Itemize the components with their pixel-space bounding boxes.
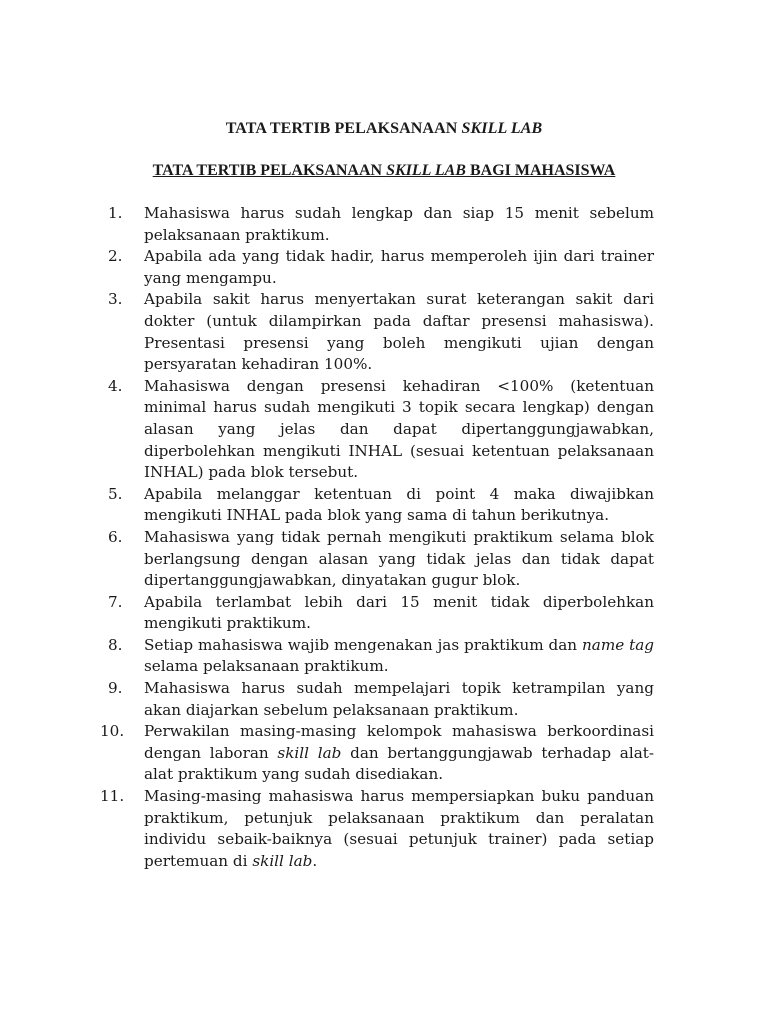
rule-text-italic: name tag: [581, 635, 654, 654]
rule-text-part: Masing-masing mahasiswa harus mempersiapkan buku panduan praktikum, petunjuk pelaksanaan praktikum dan peralatan individu sebaik-baiknya (sesuai petunjuk trainer) pada setiap pertemuan di: [144, 787, 654, 870]
rule-text-italic: skill lab: [252, 851, 313, 870]
rule-text: [144, 527, 654, 592]
title-italic-text: SKILL LAB: [461, 120, 543, 137]
rule-text-part: Perwakilan masing-masing kelompok mahasiswa berkoordinasi dengan laboran: [144, 722, 654, 762]
rule-text: [144, 289, 654, 375]
rule-number: 11.: [100, 787, 125, 806]
rule-text-part: Setiap mahasiswa wajib mengenakan jas praktikum dan: [144, 635, 582, 654]
rule-number: 9.: [108, 679, 123, 698]
rule-text: [144, 786, 654, 872]
rule-text-italic: skill lab: [277, 743, 342, 762]
rule-item: [0, 678, 654, 721]
rule-item: [0, 289, 654, 375]
rule-text: [144, 484, 654, 527]
rule-number: 2.: [108, 247, 123, 266]
rule-item: [0, 246, 654, 289]
rule-text: [144, 635, 654, 678]
rule-item: [0, 203, 654, 246]
rule-item: [0, 484, 654, 527]
rule-item: [0, 721, 654, 786]
rule-number: 6.: [108, 527, 123, 546]
rule-text-part: Apabila sakit harus menyertakan surat keterangan sakit dari dokter (untuk dilampirkan pada daftar presensi mahasiswa). Presentasi presensi yang boleh mengikuti ujian dengan persyaratan kehadiran 100%.: [144, 290, 654, 374]
rule-number: 7.: [108, 592, 123, 611]
rule-item: [0, 635, 654, 678]
rule-text: [144, 592, 654, 635]
rule-text-part: dan bertanggungjawab terhadap alat-alat praktikum yang sudah disediakan.: [144, 743, 654, 784]
rules-list: [0, 203, 768, 872]
document-subtitle: [0, 161, 768, 181]
rule-text-part: Apabila melanggar ketentuan di point 4 maka diwajibkan mengikuti INHAL pada blok yang sama di tahun berikutnya.: [144, 484, 654, 525]
rule-text: [144, 678, 654, 721]
rule-text-part: Apabila terlambat lebih dari 15 menit tidak diperbolehkan mengikuti praktikum.: [144, 592, 654, 633]
subtitle-italic-text: SKILL LAB: [386, 162, 466, 179]
document-title: [0, 119, 768, 139]
rule-item: [0, 376, 654, 484]
rule-text-part: Mahasiswa harus sudah lengkap dan siap 15 menit sebelum pelaksanaan praktikum.: [144, 204, 654, 244]
rule-text: [144, 376, 654, 484]
rule-number: 4.: [108, 376, 123, 395]
rule-number: 1.: [108, 204, 123, 222]
rule-text: [144, 203, 654, 246]
rule-text-part: Mahasiswa yang tidak pernah mengikuti praktikum selama blok berlangsung dengan alasan yang tidak jelas dan tidak dapat dipertanggungjawabkan, dinyatakan gugur blok.: [144, 527, 654, 590]
rule-text-part: Mahasiswa harus sudah mempelajari topik ketrampilan yang akan diajarkan sebelum pelaksanaan praktikum.: [144, 679, 654, 719]
subtitle-rest-text: BAGI MAHASISWA: [465, 162, 616, 179]
rule-text-part: Mahasiswa dengan presensi kehadiran <100% (ketentuan minimal harus sudah mengikuti 3 topik secara lengkap) dengan alasan yang jelas dan dapat dipertanggungjawabkan, diperbolehkan mengikuti INHAL (sesuai ketentuan pelaksanaan INHAL) pada blok tersebut.: [144, 376, 654, 482]
rule-text-part: .: [312, 851, 318, 870]
rule-item: [0, 786, 654, 872]
rule-text: [144, 721, 654, 786]
rule-item: [0, 592, 654, 635]
rule-number: 10.: [100, 722, 125, 741]
rule-text-part: Apabila ada yang tidak hadir, harus memperoleh ijin dari trainer yang mengampu.: [144, 247, 654, 287]
rule-number: 8.: [108, 635, 123, 654]
rule-item: [0, 527, 654, 592]
rule-text: [144, 246, 654, 289]
rule-number: 3.: [108, 290, 123, 309]
title-text: TATA TERTIB PELAKSANAAN: [225, 120, 462, 137]
subtitle-text: TATA TERTIB PELAKSANAAN: [152, 162, 387, 179]
rule-text-part: selama pelaksanaan praktikum.: [144, 657, 389, 676]
rule-number: 5.: [108, 484, 123, 503]
